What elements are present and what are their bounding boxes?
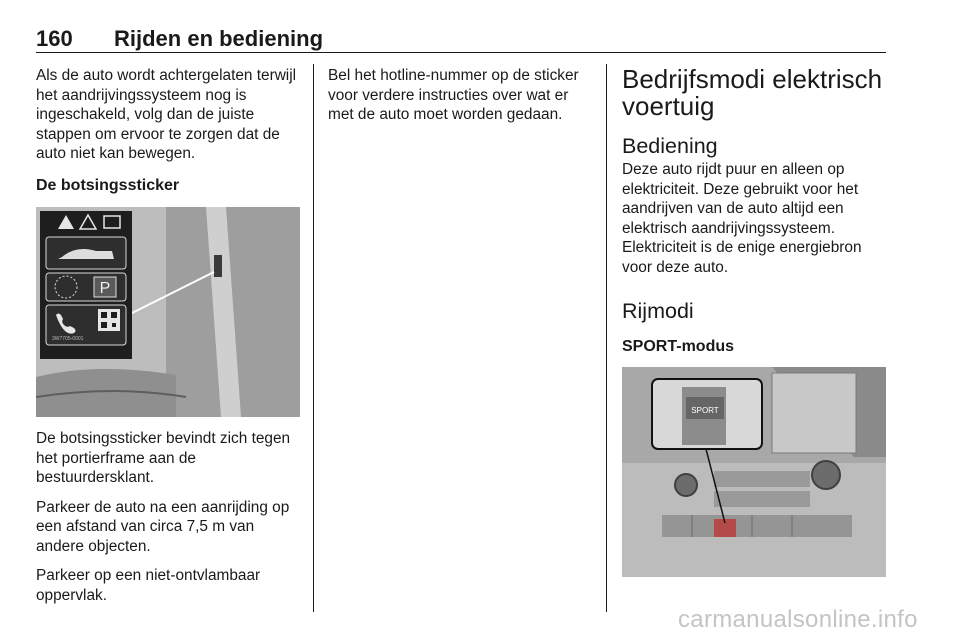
hotline-paragraph: Bel het hotline-nummer op de sticker voor verdere instructies over wat er met de auto moet worden gedaan.: [328, 67, 579, 123]
crash-sticker-illustration: [36, 207, 300, 417]
column-divider-1: [313, 64, 314, 612]
left-knob: [675, 474, 697, 496]
page-header: [36, 26, 886, 53]
column-right: [622, 66, 888, 577]
column-middle: [328, 66, 594, 135]
sport-mode-heading: SPORT-modus: [622, 338, 735, 355]
operation-heading: Bediening: [622, 134, 718, 158]
intro-paragraph: Als de auto wordt achtergelaten terwijl het aandrijvingssysteem nog is ingeschakeld, volg dan de juiste stappen om ervoor te zorgen dat de auto niet kan bewegen.: [36, 67, 297, 162]
operation-paragraph: Deze auto rijdt puur en alleen op elektriciteit. Deze gebruikt voor het aandrijven van de auto altijd een elektrisch aandrijvingssysteem. Elektriciteit is de enige energiebron voor deze auto.: [622, 161, 862, 276]
park-distance-paragraph: Parkeer de auto na een aanrijding op een afstand van circa 7,5 m van andere objecten.: [36, 498, 290, 555]
parking-letter: P: [99, 280, 111, 297]
column-divider-2: [606, 64, 607, 612]
park-surface-paragraph: Parkeer op een niet-ontvlambaar oppervlak.: [36, 567, 261, 604]
column-left: [36, 66, 300, 615]
drive-modes-heading: Rijmodi: [622, 299, 694, 323]
sticker-location-paragraph: De botsingssticker bevindt zich tegen het portierframe aan de bestuurdersklant.: [36, 430, 291, 486]
section-title: Bedrijfsmodi elektrisch voertuig: [622, 64, 883, 121]
sport-button-illustration: [622, 367, 886, 577]
right-knob: [812, 461, 840, 489]
crash-sticker-heading: De botsingssticker: [36, 176, 180, 194]
sport-button-label: SPORT: [691, 405, 719, 415]
chapter-title: Rijden en bediening: [114, 26, 324, 51]
watermark: carmanualsonline.info: [678, 606, 918, 633]
page-number: 160: [36, 26, 73, 51]
sticker-code: 3W7705-0001: [52, 336, 84, 342]
